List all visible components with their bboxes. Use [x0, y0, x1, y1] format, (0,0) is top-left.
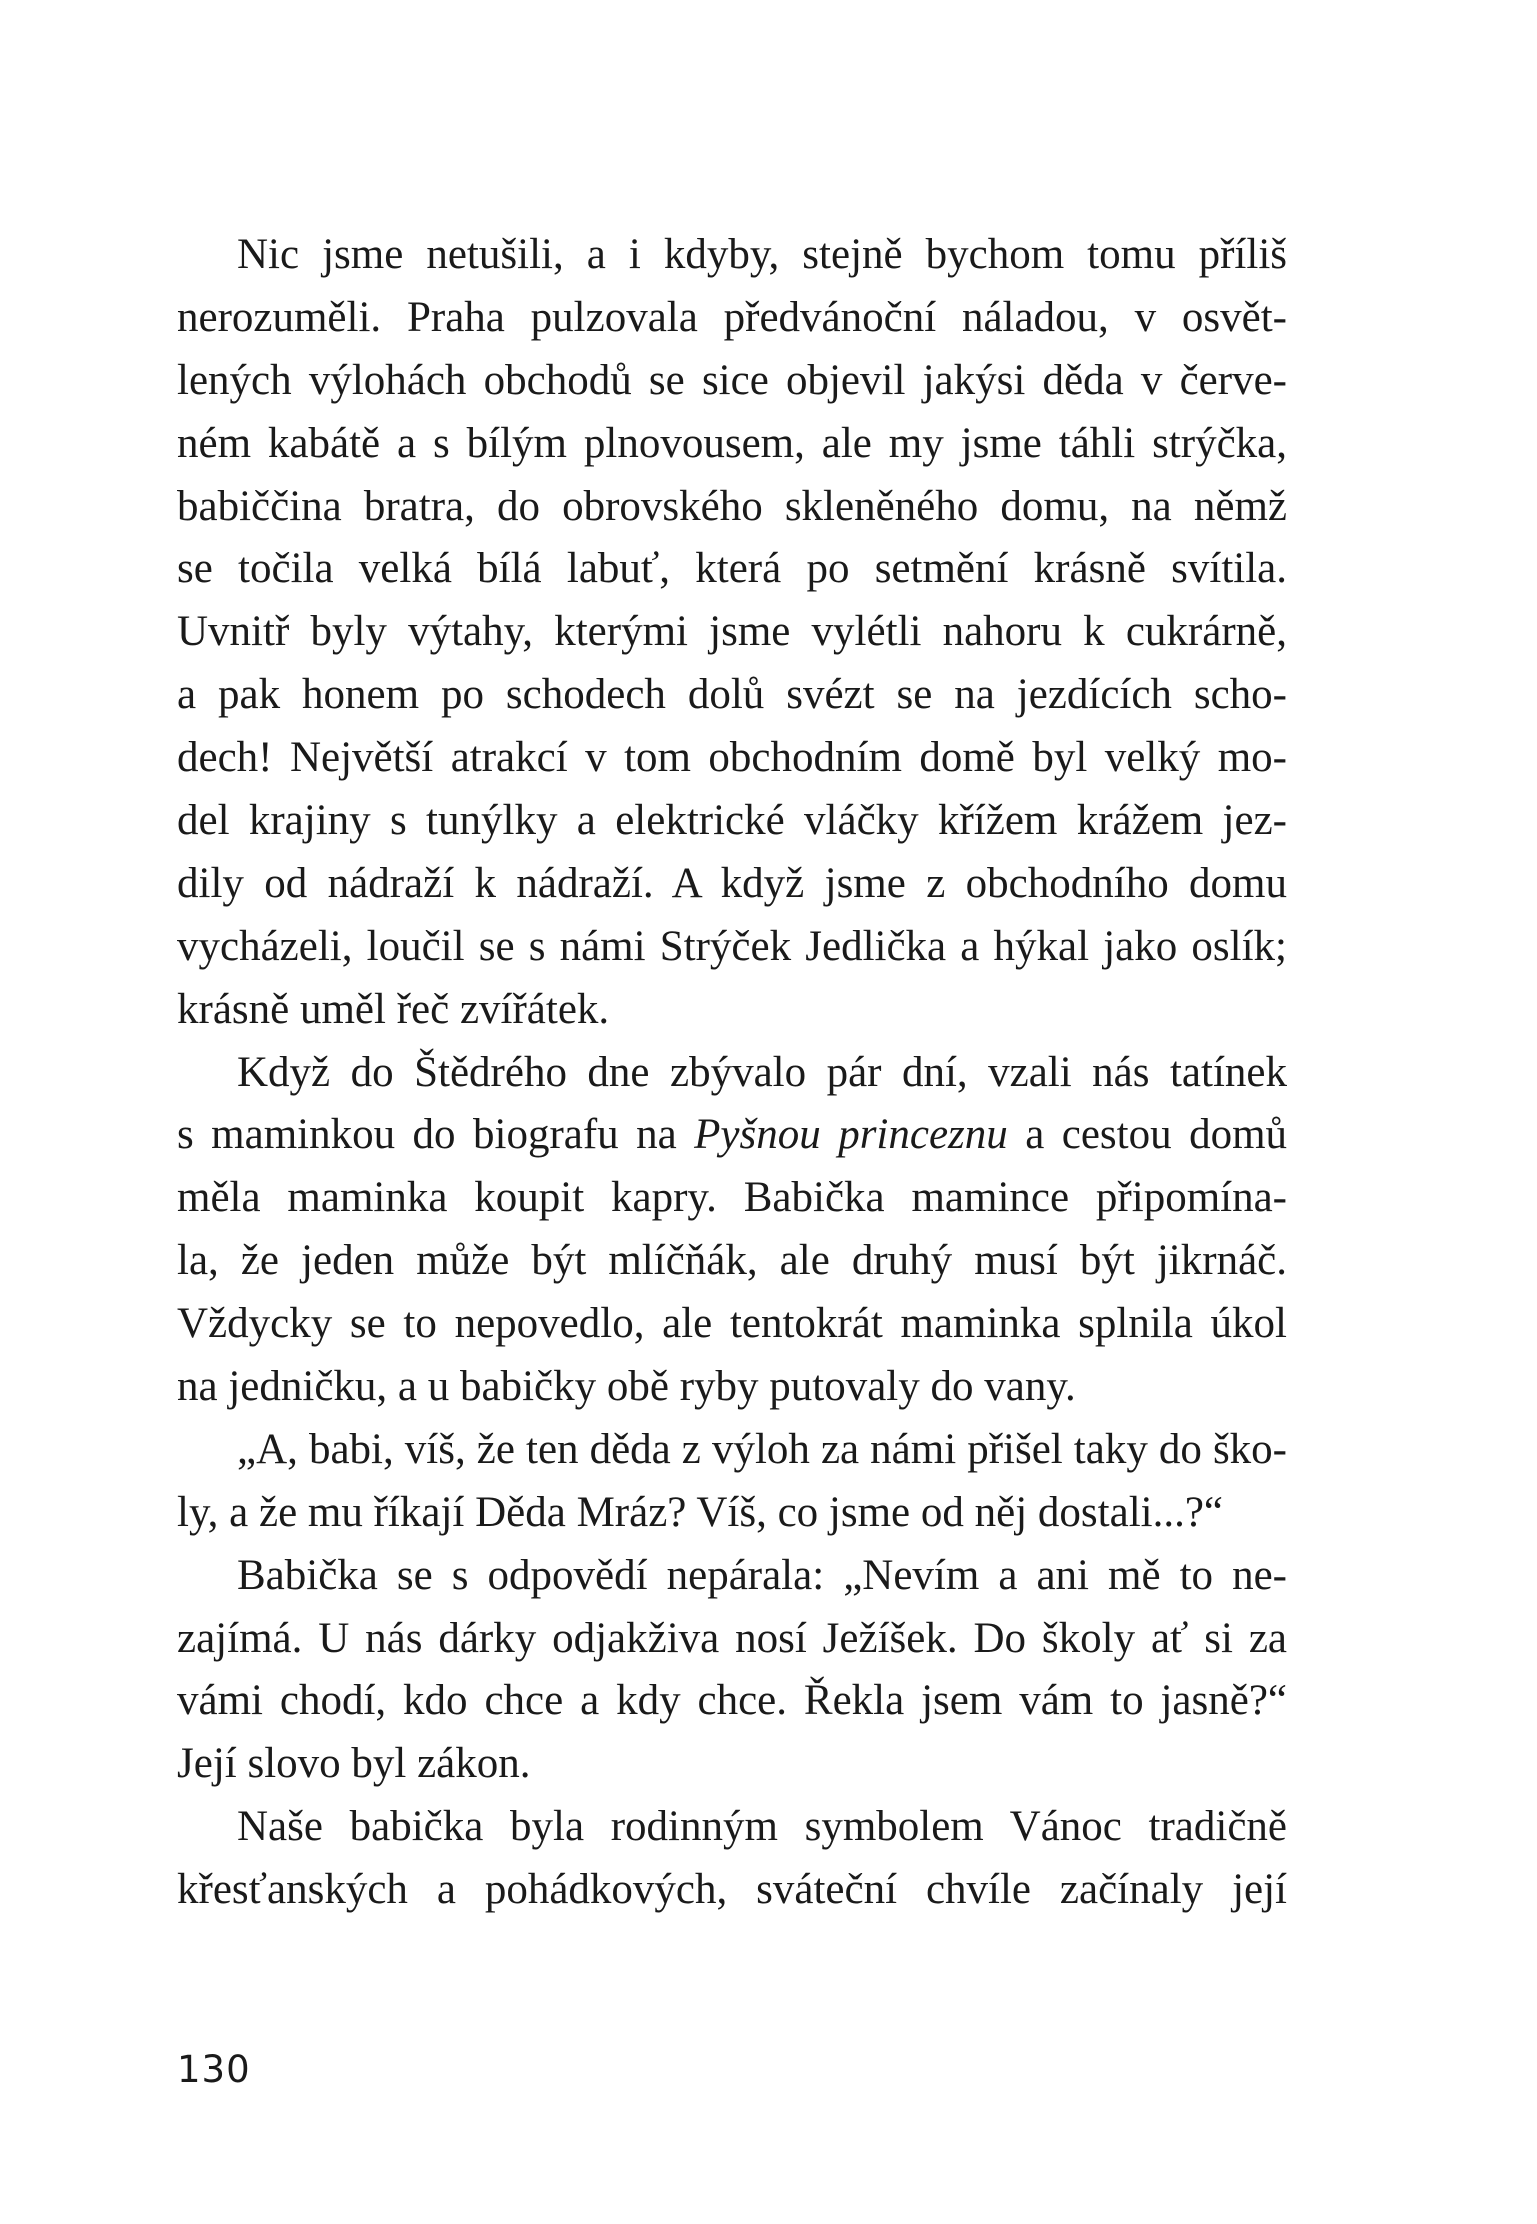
- text-segment: a cestou domů: [1025, 1111, 1288, 1159]
- text-line: na jedničku, a u babičky obě ryby putovaly do vany.: [177, 1363, 1076, 1411]
- text-line: vycházeli, loučil se s námi Strýček Jedlička a hýkal jako oslík;: [177, 922, 1287, 970]
- text-line: Její slovo byl zákon.: [177, 1740, 531, 1788]
- text-line: lených výlohách obchodů se sice objevil jakýsi děda v červe-: [177, 356, 1287, 404]
- paragraph-1: [177, 224, 1287, 1042]
- text-line: Uvnitř byly výtahy, kterými jsme vylétli nahoru k cukrárně,: [177, 608, 1287, 656]
- text-line: dech! Největší atrakcí v tom obchodním domě byl velký mo-: [177, 734, 1287, 782]
- text-line: se točila velká bílá labuť, která po setmění krásně svítila.: [177, 545, 1287, 593]
- paragraph-5: [177, 1796, 1287, 1922]
- text-line: ném kabátě a s bílým plnovousem, ale my jsme táhli strýčka,: [177, 419, 1287, 467]
- book-title-italic: Pyšnou princeznu: [694, 1111, 1008, 1159]
- text-line: měla maminka koupit kapry. Babička mamince připomína-: [177, 1174, 1287, 1222]
- text-line: vámi chodí, kdo chce a kdy chce. Řekla jsem vám to jasně?“: [177, 1677, 1287, 1725]
- text-line: dily od nádraží k nádraží. A když jsme z obchodního domu: [177, 859, 1287, 907]
- text-line: a pak honem po schodech dolů svézt se na jezdících scho-: [177, 671, 1287, 719]
- body-text: [177, 224, 1287, 1922]
- text-line: Nic jsme netušili, a i kdyby, stejně bychom tomu příliš: [237, 231, 1287, 278]
- paragraph-3: [177, 1419, 1287, 1545]
- text-line: krásně uměl řeč zvířátek.: [177, 985, 610, 1033]
- paragraph-2: [177, 1042, 1287, 1419]
- text-line: zajímá. U nás dárky odjakživa nosí Ježíšek. Do školy ať si za: [177, 1614, 1287, 1662]
- text-line: Vždycky se to nepovedlo, ale tentokrát maminka splnila úkol: [177, 1300, 1287, 1348]
- text-line: Naše babička byla rodinným symbolem Vánoc tradičně: [237, 1803, 1287, 1851]
- text-line: nerozuměli. Praha pulzovala předvánoční náladou, v osvět-: [177, 293, 1287, 341]
- text-line: ly, a že mu říkají Děda Mráz? Víš, co jsme od něj dostali...?“: [177, 1488, 1224, 1536]
- text-segment: s maminkou do biografu na: [177, 1111, 677, 1159]
- text-line: la, že jeden může být mlíčňák, ale druhý musí být jikrnáč.: [177, 1237, 1287, 1285]
- text-line: Babička se s odpovědí nepárala: „Nevím a ani mě to ne-: [237, 1551, 1287, 1599]
- text-line: del krajiny s tunýlky a elektrické vláčky křížem krážem jez-: [177, 797, 1287, 845]
- text-line: křesťanských a pohádkových, sváteční chvíle začínaly její: [177, 1866, 1287, 1914]
- text-line: Když do Štědrého dne zbývalo pár dní, vzali nás tatínek: [237, 1048, 1287, 1096]
- text-line: babiččina bratra, do obrovského skleněného domu, na němž: [177, 482, 1287, 530]
- text-line: „A, babi, víš, že ten děda z výloh za námi přišel taky do ško-: [237, 1425, 1287, 1473]
- text-line-with-title: [177, 1104, 1287, 1167]
- page-number: 130: [177, 2048, 251, 2091]
- paragraph-4: [177, 1545, 1287, 1797]
